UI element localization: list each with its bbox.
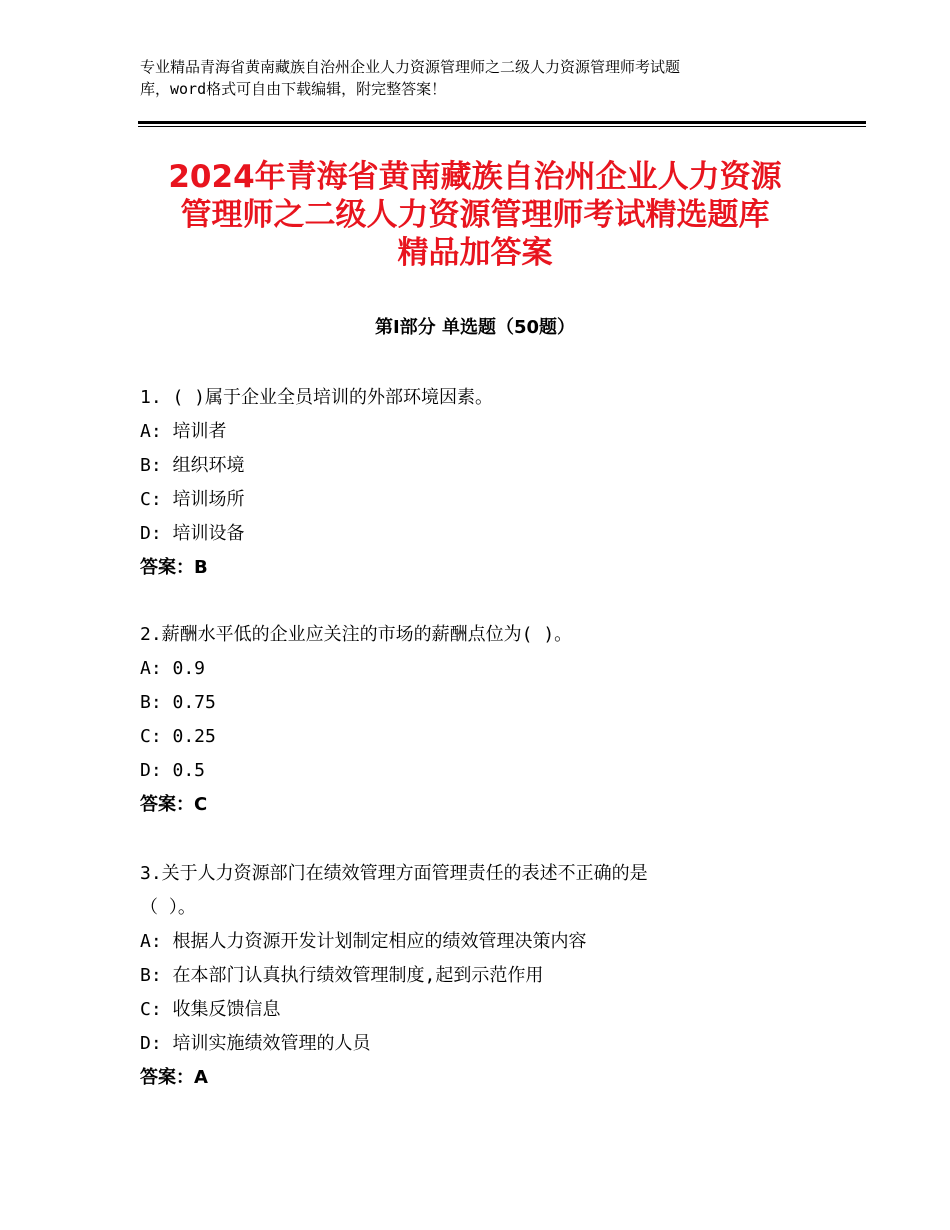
question-text-line-2: （ ）。 bbox=[140, 897, 196, 918]
option-a: A: 培训者 bbox=[140, 421, 227, 442]
question-text-line-1: 3.关于人力资源部门在绩效管理方面管理责任的表述不正确的是 bbox=[140, 863, 648, 884]
header-note-line-1: 专业精品青海省黄南藏族自治州企业人力资源管理师之二级人力资源管理师考试题 bbox=[140, 58, 681, 76]
document-title-line-1: 2024年青海省黄南藏族自治州企业人力资源 bbox=[168, 159, 782, 195]
document-title-line-2: 管理师之二级人力资源管理师考试精选题库 bbox=[180, 197, 770, 233]
question-text: 1. ( )属于企业全员培训的外部环境因素。 bbox=[140, 387, 494, 408]
question-2 bbox=[140, 618, 840, 822]
option-d: D: 0.5 bbox=[140, 760, 206, 781]
header-note bbox=[140, 56, 820, 100]
document-title-line-3: 精品加答案 bbox=[397, 235, 553, 271]
option-b: B: 组织环境 bbox=[140, 455, 245, 476]
header-note-line-2: 库，word格式可自由下载编辑，附完整答案！ bbox=[140, 80, 447, 98]
question-text: 2.薪酬水平低的企业应关注的市场的薪酬点位为( )。 bbox=[140, 624, 573, 645]
option-a: A: 0.9 bbox=[140, 658, 206, 679]
section-title: 第Ⅰ部分 单选题（50题） bbox=[374, 317, 575, 338]
option-d: D: 培训设备 bbox=[140, 523, 245, 544]
option-a: A: 根据人力资源开发计划制定相应的绩效管理决策内容 bbox=[140, 931, 587, 952]
option-d: D: 培训实施绩效管理的人员 bbox=[140, 1033, 371, 1054]
answer: 答案：A bbox=[140, 1067, 208, 1088]
question-3 bbox=[140, 857, 840, 1095]
answer: 答案：B bbox=[140, 557, 208, 578]
header-divider-thick bbox=[138, 121, 866, 124]
document-title bbox=[100, 158, 850, 272]
option-c: C: 收集反馈信息 bbox=[140, 999, 281, 1020]
answer: 答案：C bbox=[140, 794, 208, 815]
option-b: B: 在本部门认真执行绩效管理制度,起到示范作用 bbox=[140, 965, 544, 986]
option-c: C: 培训场所 bbox=[140, 489, 245, 510]
header-divider-thin bbox=[138, 126, 866, 127]
question-1 bbox=[140, 381, 840, 585]
option-c: C: 0.25 bbox=[140, 726, 216, 747]
option-b: B: 0.75 bbox=[140, 692, 216, 713]
